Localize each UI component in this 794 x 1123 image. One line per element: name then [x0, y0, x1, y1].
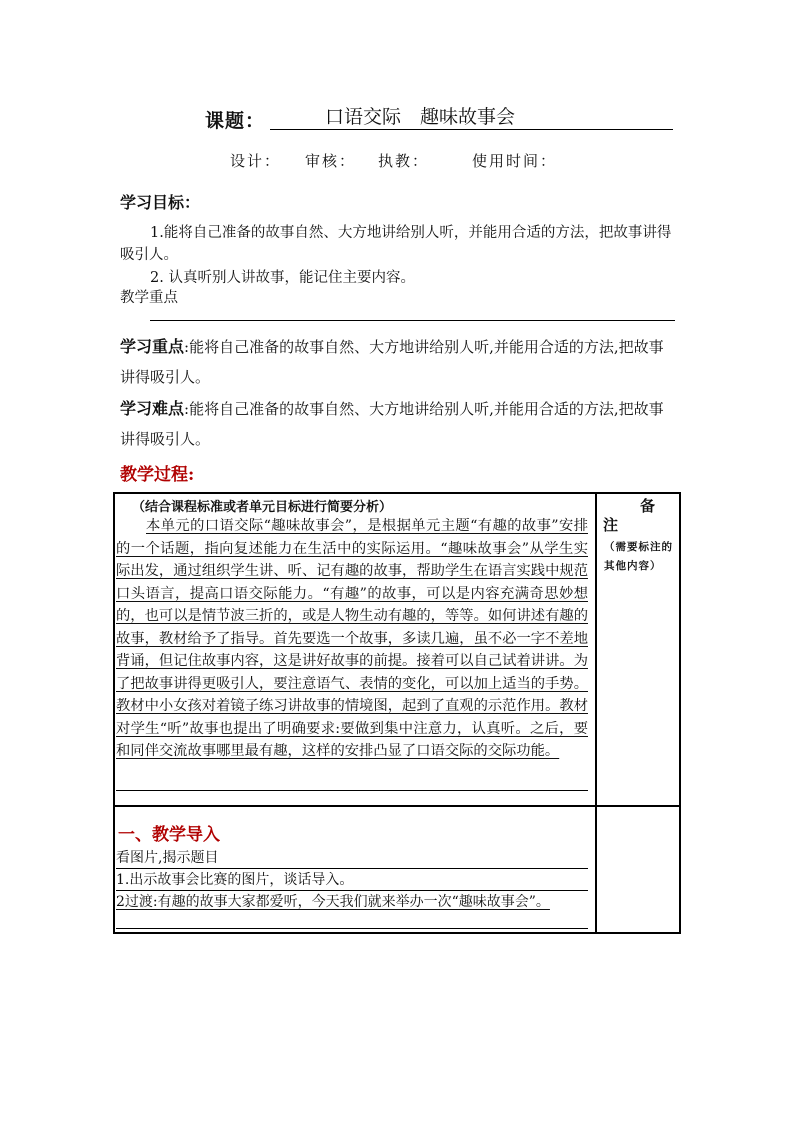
divider-line [150, 320, 675, 321]
analysis-end-line [116, 790, 588, 791]
goals-heading: 学习目标： [120, 193, 201, 212]
intro-line-1: 看图片,揭示题目 [116, 849, 588, 869]
analysis-heading: （结合课程标准或者单元目标进行简要分析） [132, 500, 393, 515]
side-note-text: （需要标注的其他内容） [604, 541, 673, 572]
meta-teach: 执教： [378, 152, 430, 170]
title-text: 口语交际 趣味故事会 [270, 106, 673, 130]
table-row-divider [113, 805, 681, 807]
goal-item-2: 2. 认真听别人讲故事，能记住主要内容。 [150, 270, 415, 286]
key-point-text: :能将自己准备的故事自然、大方地讲给别人听,并能用合适的方法,把故事讲得吸引人。 [120, 338, 664, 386]
meta-design: 设计： [230, 152, 282, 170]
intro-line-3-text: 2过渡:有趣的故事大家都爱听，今天我们就来举办一次“趣味故事会”。 [116, 894, 550, 910]
intro-line-3 [116, 892, 588, 912]
analysis-text [116, 515, 588, 763]
difficult-point-label: 学习难点 [120, 399, 185, 418]
process-heading: 教学过程: [120, 465, 195, 485]
intro-line-2: 1.出示故事会比赛的图片，谈话导入。 [116, 871, 588, 891]
table-column-divider [595, 492, 597, 934]
side-note-char-2: 注 [603, 516, 619, 534]
difficult-point-text: :能将自己准备的故事自然、大方地讲给别人听,并能用合适的方法,把故事讲得吸引人。 [120, 400, 664, 448]
difficult-point [120, 394, 676, 454]
goal-item-1: 1.能将自己准备的故事自然、大方地讲给别人听，并能用合适的方法，把故事讲得吸引人。 [120, 225, 672, 263]
intro-end-line [116, 928, 588, 929]
side-note-char-1: 备 [640, 497, 656, 515]
teaching-key-label: 教学重点 [120, 290, 178, 306]
meta-review: 审核： [305, 152, 357, 170]
intro-heading: 一、教学导入 [118, 825, 220, 845]
key-point [120, 332, 676, 392]
meta-time: 使用时间： [472, 152, 558, 170]
key-point-label: 学习重点 [120, 337, 185, 356]
title-label: 课题： [205, 110, 266, 132]
analysis-text-content: 本单元的口语交际“趣味故事会”，是根据单元主题“有趣的故事”安排的一个话题，指向复述能力在生活中的实际运用。“趣味故事会”从学生实际出发，通过组织学生讲、听、记有趣的故事，帮助学生在语言实践中规范口头语言，提高口语交际能力。“有趣”的故事，可以是内容充满奇思妙想的，也可以是情节波三折的，或是人物生动有趣的，等等。如何讲述有趣的故事，教材给予了指导。首先要选一个故事，多读几遍，虽不必一字不差地背诵，但记住故事内容，这是讲好故事的前提。接着可以自己试着讲讲。为了把故事讲得更吸引人，要注意语气、表情的变化，可以加上适当的手势。教材中小女孩对着镜子练习讲故事的情境图，起到了直观的示范作用。教材对学生“听”故事也提出了明确要求:要做到集中注意力，认真听。之后，要和同伴交流故事哪里最有趣，这样的安排凸显了口语交际的交际功能。 [116, 518, 588, 759]
